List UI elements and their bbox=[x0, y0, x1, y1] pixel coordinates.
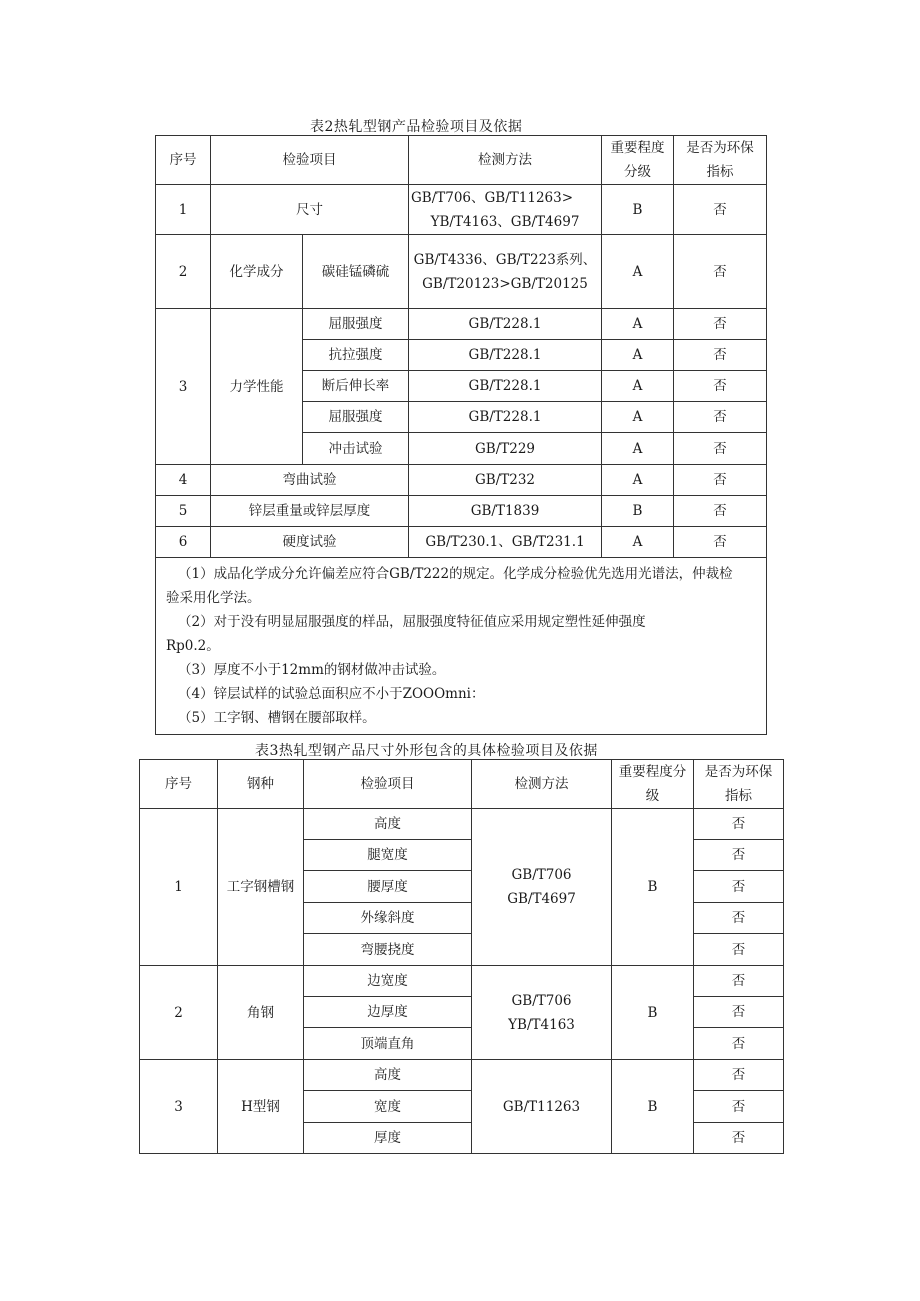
header-grade: 重要程度分级 bbox=[602, 136, 674, 185]
grade-cell: A bbox=[602, 527, 674, 558]
table3 bbox=[139, 759, 784, 1154]
method-cell: GB/T706 GB/T4697 bbox=[472, 809, 612, 966]
env-cell: 否 bbox=[694, 809, 784, 840]
item-cell: 厚度 bbox=[304, 1123, 472, 1154]
sub-item-cell: 屈服强度 bbox=[303, 402, 409, 433]
seq-cell: 5 bbox=[156, 496, 211, 527]
item-cell: 力学性能 bbox=[211, 309, 303, 465]
env-cell: 否 bbox=[674, 433, 767, 465]
note-1-cont: 验采用化学法。 bbox=[166, 590, 261, 606]
header-env: 是否为环保指标 bbox=[674, 136, 767, 185]
item-cell: 尺寸 bbox=[211, 185, 409, 235]
seq-cell: 3 bbox=[140, 1060, 218, 1154]
seq-cell: 3 bbox=[156, 309, 211, 465]
method-cell: GB/T232 bbox=[409, 465, 602, 496]
env-cell: 否 bbox=[674, 371, 767, 402]
note-3: （3）厚度不小于12mm的钢材做冲击试验。 bbox=[178, 662, 446, 678]
sub-item-cell: 碳硅锰磷硫 bbox=[303, 235, 409, 309]
header-env: 是否为环保指标 bbox=[694, 760, 784, 809]
table-row bbox=[140, 966, 784, 997]
env-cell: 否 bbox=[674, 235, 767, 309]
method-cell: GB/T228.1 bbox=[409, 340, 602, 371]
sub-item-cell: 屈服强度 bbox=[303, 309, 409, 340]
steel-cell: 工字钢槽钢 bbox=[218, 809, 304, 966]
seq-cell: 1 bbox=[140, 809, 218, 966]
grade-cell: A bbox=[602, 309, 674, 340]
method-cell: GB/T706 YB/T4163 bbox=[472, 966, 612, 1060]
item-cell: 边宽度 bbox=[304, 966, 472, 997]
sub-item-cell: 抗拉强度 bbox=[303, 340, 409, 371]
item-cell: 外缘斜度 bbox=[304, 903, 472, 934]
item-cell: 化学成分 bbox=[211, 235, 303, 309]
seq-cell: 2 bbox=[156, 235, 211, 309]
notes-row bbox=[156, 558, 767, 735]
header-item: 检验项目 bbox=[211, 136, 409, 185]
header-grade: 重要程度分级 bbox=[612, 760, 694, 809]
header-seq: 序号 bbox=[140, 760, 218, 809]
item-cell: 高度 bbox=[304, 809, 472, 840]
header-item: 检验项目 bbox=[304, 760, 472, 809]
env-cell: 否 bbox=[694, 1123, 784, 1154]
method-cell: GB/T228.1 bbox=[409, 371, 602, 402]
grade-cell: A bbox=[602, 433, 674, 465]
env-cell: 否 bbox=[694, 903, 784, 934]
note-5: （5）工字钢、槽钢在腰部取样。 bbox=[178, 710, 376, 726]
notes-cell bbox=[156, 558, 767, 735]
grade-cell: B bbox=[612, 966, 694, 1060]
table2-header-row bbox=[156, 136, 767, 185]
env-cell: 否 bbox=[694, 871, 784, 903]
table-row bbox=[156, 465, 767, 496]
item-cell: 锌层重量或锌层厚度 bbox=[211, 496, 409, 527]
header-steel: 钢种 bbox=[218, 760, 304, 809]
grade-cell: A bbox=[602, 340, 674, 371]
steel-cell: H型钢 bbox=[218, 1060, 304, 1154]
grade-cell: A bbox=[602, 402, 674, 433]
note-2: （2）对于没有明显屈服强度的样品，屈服强度特征值应采用规定塑性延伸强度 bbox=[178, 614, 646, 630]
env-cell: 否 bbox=[674, 465, 767, 496]
item-cell: 宽度 bbox=[304, 1091, 472, 1123]
env-cell: 否 bbox=[694, 1060, 784, 1091]
item-cell: 边厚度 bbox=[304, 997, 472, 1028]
table-row bbox=[156, 496, 767, 527]
grade-cell: B bbox=[612, 809, 694, 966]
env-cell: 否 bbox=[674, 309, 767, 340]
method-cell: GB/T4336、GB/T223系列、 GB/T20123>GB/T20125 bbox=[409, 235, 602, 309]
table-row bbox=[156, 527, 767, 558]
env-cell: 否 bbox=[674, 527, 767, 558]
table3-caption: 表3热轧型钢产品尺寸外形包含的具体检验项目及依据 bbox=[255, 743, 598, 759]
table2 bbox=[155, 135, 767, 735]
grade-cell: A bbox=[602, 371, 674, 402]
grade-cell: B bbox=[602, 185, 674, 235]
header-seq: 序号 bbox=[156, 136, 211, 185]
item-cell: 硬度试验 bbox=[211, 527, 409, 558]
item-cell: 高度 bbox=[304, 1060, 472, 1091]
env-cell: 否 bbox=[694, 997, 784, 1028]
table-row bbox=[140, 1060, 784, 1091]
method-cell: GB/T230.1、GB/T231.1 bbox=[409, 527, 602, 558]
header-method: 检测方法 bbox=[472, 760, 612, 809]
method-cell: GB/T228.1 bbox=[409, 402, 602, 433]
env-cell: 否 bbox=[694, 966, 784, 997]
table-row bbox=[156, 235, 767, 309]
method-cell: GB/T11263 bbox=[472, 1060, 612, 1154]
grade-cell: B bbox=[612, 1060, 694, 1154]
note-2-cont: Rp0.2。 bbox=[166, 638, 220, 654]
table-row bbox=[156, 309, 767, 340]
env-cell: 否 bbox=[674, 496, 767, 527]
header-method: 检测方法 bbox=[409, 136, 602, 185]
item-cell: 弯腰挠度 bbox=[304, 934, 472, 966]
env-cell: 否 bbox=[694, 1091, 784, 1123]
env-cell: 否 bbox=[694, 840, 784, 871]
table2-caption: 表2热轧型钢产品检验项目及依据 bbox=[310, 119, 523, 135]
note-1: （1）成品化学成分允许偏差应符合GB/T222的规定。化学成分检验优先选用光谱法，仲裁检 bbox=[178, 566, 733, 582]
grade-cell: A bbox=[602, 465, 674, 496]
table3-header-row bbox=[140, 760, 784, 809]
env-cell: 否 bbox=[674, 340, 767, 371]
table-row bbox=[140, 809, 784, 840]
env-cell: 否 bbox=[674, 402, 767, 433]
note-4: （4）锌层试样的试验总面积应不小于ZOOOmni： bbox=[178, 686, 485, 702]
seq-cell: 4 bbox=[156, 465, 211, 496]
item-cell: 腿宽度 bbox=[304, 840, 472, 871]
item-cell: 腰厚度 bbox=[304, 871, 472, 903]
steel-cell: 角钢 bbox=[218, 966, 304, 1060]
grade-cell: B bbox=[602, 496, 674, 527]
table-row bbox=[156, 185, 767, 235]
seq-cell: 2 bbox=[140, 966, 218, 1060]
env-cell: 否 bbox=[674, 185, 767, 235]
method-cell: GB/T1839 bbox=[409, 496, 602, 527]
method-cell: GB/T228.1 bbox=[409, 309, 602, 340]
env-cell: 否 bbox=[694, 934, 784, 966]
item-cell: 顶端直角 bbox=[304, 1028, 472, 1060]
seq-cell: 1 bbox=[156, 185, 211, 235]
method-cell: GB/T706、GB/T11263> YB/T4163、GB/T4697 bbox=[409, 185, 602, 235]
sub-item-cell: 冲击试验 bbox=[303, 433, 409, 465]
method-cell: GB/T229 bbox=[409, 433, 602, 465]
grade-cell: A bbox=[602, 235, 674, 309]
sub-item-cell: 断后伸长率 bbox=[303, 371, 409, 402]
seq-cell: 6 bbox=[156, 527, 211, 558]
item-cell: 弯曲试验 bbox=[211, 465, 409, 496]
env-cell: 否 bbox=[694, 1028, 784, 1060]
